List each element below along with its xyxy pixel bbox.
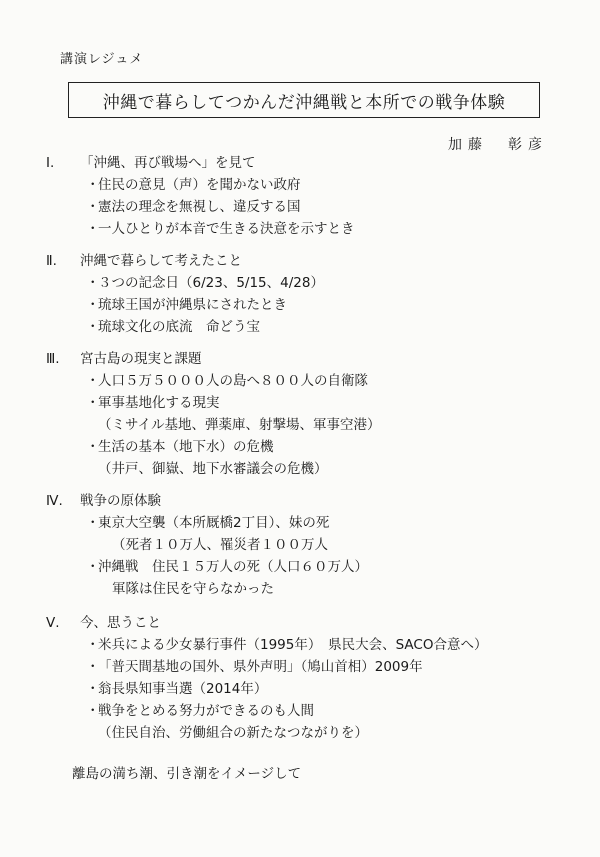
section-5 <box>46 612 487 744</box>
item-text: 琉球王国が沖縄県にされたとき <box>98 297 287 313</box>
item-text: 「普天間基地の国外、県外声明」（鳩山首相）2009年 <box>98 659 423 675</box>
item-text: 住民の意見（声）を聞かない政府 <box>98 177 301 193</box>
item-subtext: （住民自治、労働組合の新たなつながりを） <box>98 725 368 741</box>
section-number: Ⅰ. <box>46 155 55 171</box>
item-text: 琉球文化の底流 命どう宝 <box>98 319 260 335</box>
title-box <box>68 82 540 118</box>
bullet: ・ <box>86 637 100 653</box>
bullet: ・ <box>86 439 100 455</box>
item-text: 米兵による少女暴行事件（1995年） 県民大会、SACO合意へ） <box>98 637 488 653</box>
list-item <box>86 556 368 578</box>
section-4 <box>46 490 368 600</box>
bullet: ・ <box>86 319 100 335</box>
list-item <box>86 436 381 458</box>
list-item <box>86 218 355 240</box>
bullet: ・ <box>86 373 100 389</box>
item-subtext: （死者１０万人、罹災者１００万人 <box>112 537 328 553</box>
section-title: 宮古島の現実と課題 <box>80 351 202 367</box>
item-text: ３つの記念日（6/23、5/15、4/28） <box>98 275 324 291</box>
bullet: ・ <box>86 177 100 193</box>
footer-note: 離島の満ち潮、引き潮をイメージして <box>72 766 302 782</box>
bullet: ・ <box>86 515 100 531</box>
item-text: 軍事基地化する現実 <box>98 395 220 411</box>
section-2 <box>46 250 324 338</box>
section-title: 沖縄で暮らして考えたこと <box>80 253 242 269</box>
list-item <box>86 656 487 678</box>
bullet: ・ <box>86 221 100 237</box>
section-number: Ⅱ. <box>46 253 57 269</box>
list-item <box>86 700 487 722</box>
list-item <box>86 294 324 316</box>
bullet: ・ <box>86 559 100 575</box>
item-text: 一人ひとりが本音で生きる決意を示すとき <box>98 221 355 237</box>
section-number: Ⅳ. <box>46 493 63 509</box>
list-item <box>86 174 355 196</box>
list-item <box>86 392 381 414</box>
item-subtext: （ミサイル基地、弾薬庫、射撃場、軍事空港） <box>98 417 381 433</box>
bullet: ・ <box>86 199 100 215</box>
item-subtext: 軍隊は住民を守らなかった <box>112 581 274 597</box>
bullet: ・ <box>86 703 100 719</box>
section-3 <box>46 348 381 480</box>
list-item <box>86 678 487 700</box>
section-1 <box>46 152 355 240</box>
item-text: 東京大空襲（本所厩橋2丁目）、妹の死 <box>98 515 330 531</box>
item-subtext: （井戸、御嶽、地下水審議会の危機） <box>98 461 328 477</box>
bullet: ・ <box>86 681 100 697</box>
list-item <box>86 316 324 338</box>
item-text: 沖縄戦 住民１５万人の死（人口６０万人） <box>98 559 368 575</box>
header-label: 講演レジュメ <box>60 52 144 67</box>
section-number: Ⅴ. <box>46 615 60 631</box>
author-name: 加藤 彰彦 <box>448 137 548 153</box>
item-text: 戦争をとめる努力ができるのも人間 <box>98 703 314 719</box>
list-item <box>86 196 355 218</box>
bullet: ・ <box>86 395 100 411</box>
item-text: 翁長県知事当選（2014年） <box>98 681 268 697</box>
list-item <box>86 634 487 656</box>
bullet: ・ <box>86 275 100 291</box>
item-text: 人口５万５０００人の島へ８００人の自衛隊 <box>98 373 368 389</box>
list-item <box>86 370 381 392</box>
section-title: 今、思うこと <box>80 615 161 631</box>
list-item <box>86 512 368 534</box>
section-title: 戦争の原体験 <box>80 493 161 509</box>
document-title: 沖縄で暮らしてつかんだ沖縄戦と本所での戦争体験 <box>102 92 506 113</box>
bullet: ・ <box>86 659 100 675</box>
bullet: ・ <box>86 297 100 313</box>
item-text: 憲法の理念を無視し、違反する国 <box>98 199 301 215</box>
section-number: Ⅲ. <box>46 351 60 367</box>
section-title: 「沖縄、再び戦場へ」を見て <box>80 155 256 171</box>
list-item <box>86 272 324 294</box>
item-text: 生活の基本（地下水）の危機 <box>98 439 274 455</box>
